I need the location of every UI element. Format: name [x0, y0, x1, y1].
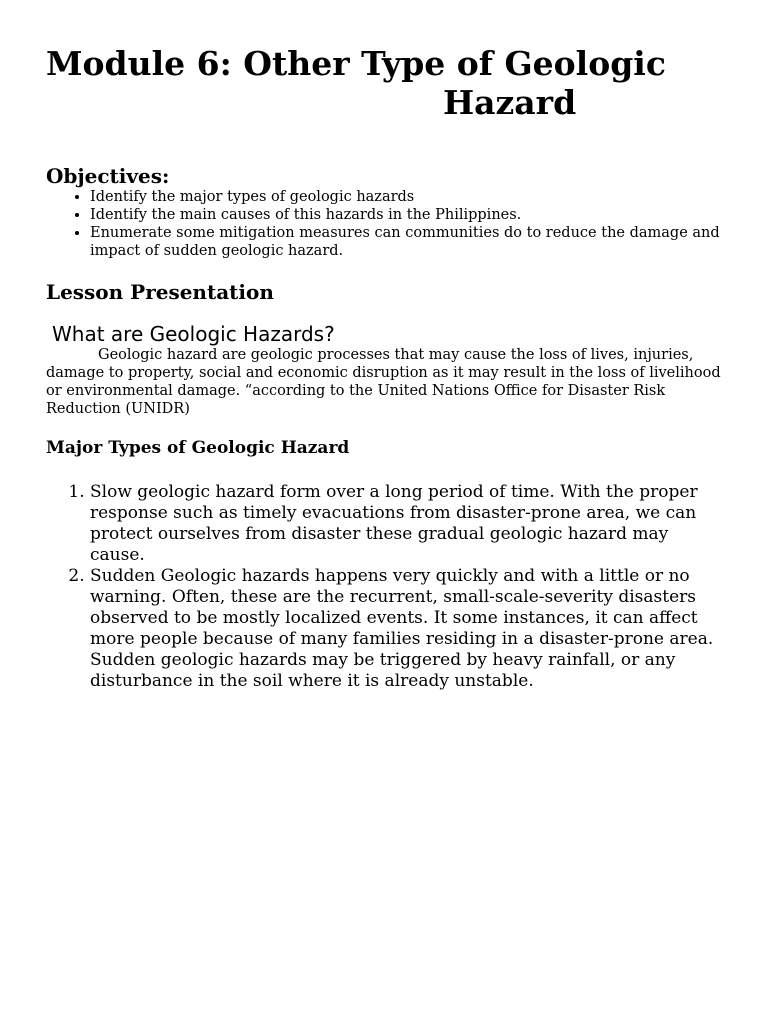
major-types-heading: Major Types of Geologic Hazard — [46, 438, 350, 458]
major-type-item: 1. Slow geologic hazard form over a long period of time. With the proper response such as timely evacuations from disaster-prone area, we can protect ourselves from disaster these gradual geologic hazard may cause. — [90, 482, 726, 566]
objectives-list — [46, 188, 726, 260]
objectives-heading: Objectives: — [46, 164, 170, 188]
objective-item: • Identify the major types of geologic hazards — [90, 188, 726, 206]
objective-item: • Identify the main causes of this hazards in the Philippines. — [90, 206, 726, 224]
definition-paragraph: Geologic hazard are geologic processes that may cause the loss of lives, injuries, damage to property, social and economic disruption as it may result in the loss of livelihood or environmental damage. “according to the United Nations Office for Disaster Risk Reduction (UNIDR) — [46, 347, 721, 417]
major-types-list — [46, 482, 726, 692]
major-type-item: 2. Sudden Geologic hazards happens very quickly and with a little or no warning. Often, these are the recurrent, small-scale-severity disasters observed to be mostly localized events. It some instances, it can affect more people because of many families residing in a disaster-prone area. Sudden geologic hazards may be triggered by heavy rainfall, or any disturbance in the soil where it is already unstable. — [90, 566, 726, 692]
page-title — [46, 44, 726, 122]
question-heading: What are Geologic Hazards? — [52, 322, 335, 346]
title-line-2: Hazard — [443, 83, 577, 122]
lesson-heading: Lesson Presentation — [46, 280, 274, 304]
title-line-1: Module 6: Other Type of Geologic — [46, 44, 666, 83]
document-page — [46, 44, 726, 692]
objective-item: • Enumerate some mitigation measures can communities do to reduce the damage and impact of sudden geologic hazard. — [90, 224, 726, 260]
